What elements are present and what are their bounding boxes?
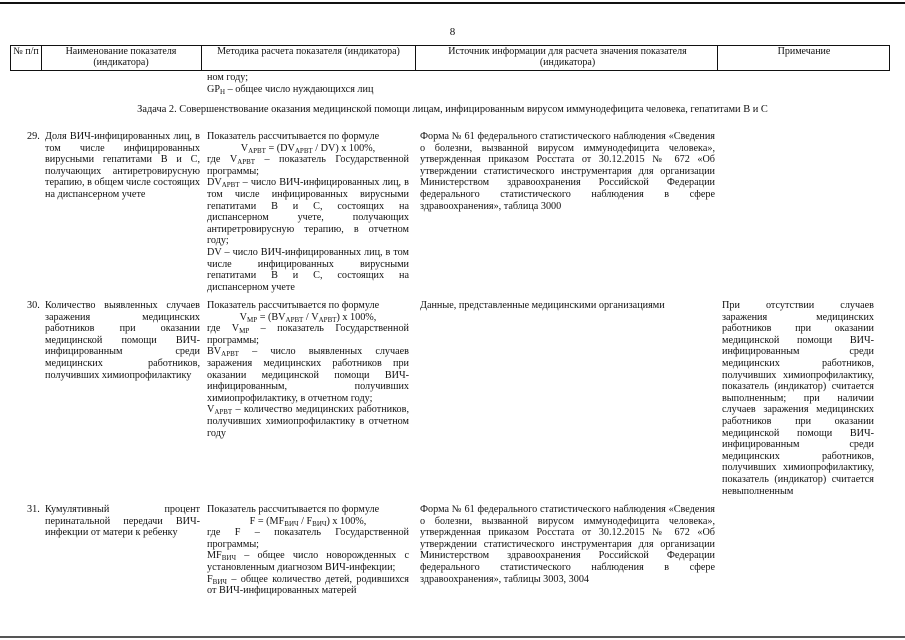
source-text: Данные, представленные медицинскими организациями <box>420 300 665 311</box>
continuation-text <box>207 72 417 95</box>
formula-part: = (MF <box>255 515 285 527</box>
formula-sub: ВИЧ <box>284 519 299 528</box>
formula-part: F <box>249 515 256 527</box>
indicator-name: Кумулятивный процент перинатальной передачи ВИЧ-инфекции от матери к ребенку <box>45 504 200 539</box>
formula-part: = (DV <box>265 142 295 154</box>
formula-sub: ВИЧ <box>312 519 327 528</box>
header-top-rule <box>10 45 890 46</box>
header-col-source: Источник информации для расчета значения показателя (индикатора) <box>448 47 687 68</box>
header-col-method: Методика расчета показателя (индикатора) <box>217 47 400 57</box>
row-number: 29. <box>27 131 40 142</box>
formula-part: ) x 100%, <box>326 515 367 527</box>
method-text <box>207 504 409 597</box>
row-number: 31. <box>27 504 40 515</box>
formula-sub: МР <box>247 315 258 324</box>
continuation-line-2 <box>207 84 417 96</box>
formula-sub: АРВТ <box>248 146 266 155</box>
method-body <box>207 527 409 597</box>
header-col-note: Примечание <box>777 47 831 57</box>
formula-part: / DV) x 100%, <box>312 142 376 154</box>
formula-part: / F <box>298 515 313 527</box>
top-edge-line <box>0 2 905 4</box>
bottom-edge-line <box>0 636 905 638</box>
method-line: $MF_{ВИЧ}$ – общее число новорожденных с установленным диагнозом ВИЧ-инфекции; <box>207 550 409 573</box>
formula-part: V <box>240 142 249 154</box>
formula <box>207 312 409 324</box>
method-line: где F – показатель Государственной программы; <box>207 527 409 550</box>
formula-part: ) x 100%, <box>336 311 377 323</box>
task-title: Задача 2. Совершенствование оказания медицинской помощи лицам, инфицированным вирусом иммунодефицита человека, гепатитами В и С <box>137 104 768 115</box>
header-divider <box>41 45 42 71</box>
method-line: $DV_{АРВТ}$ – число ВИЧ-инфицированных лиц, в том числе инфицированных вирусными гепатитами В и С, состоящих на диспансерном учете, получающих антиретровирусную терапию, в отчетном году; <box>207 177 409 247</box>
continuation-var-sub: Н <box>220 87 226 96</box>
indicator-name: Количество выявленных случаев заражения медицинских работников при оказании медицинской помощи ВИЧ-инфицированным среди медицинских работников, получивших химиопрофилактику <box>45 300 200 381</box>
method-body <box>207 154 409 293</box>
continuation-var: GP <box>207 83 221 95</box>
header-divider <box>717 45 718 71</box>
header-divider <box>415 45 416 71</box>
continuation-desc: – общее число нуждающихся лиц <box>225 83 374 95</box>
continuation-line-1: ном году; <box>207 72 249 83</box>
indicator-name: Доля ВИЧ-инфицированных лиц, в том числе инфицированных вирусными гепатитами В и С, получающих антиретровирусную терапию, в общем числе состоящих на диспансерном учете <box>45 131 200 200</box>
source-text: Форма № 61 федерального статистического наблюдения «Сведения о болезни, вызванной вирусом иммунодефицита человека», утвержденная приказом Росстата от 30.12.2015 № 672 «Об утверждении статистического инструментария для организации Министерством здравоохранения Российской Федерации федерального статистического наблюдения в сфере здравоохранения», таблица 3000 <box>420 131 715 212</box>
formula-part: V <box>239 311 248 323</box>
method-line: где $V_{АРВТ}$ – показатель Государственной программы; <box>207 154 410 177</box>
formula <box>207 516 409 528</box>
formula-part: / V <box>303 311 319 323</box>
method-text <box>207 300 409 439</box>
method-line: DV – число ВИЧ-инфицированных лиц, в том числе инфицированных вирусными гепатитами В и С, состоящих на диспансерном учете <box>207 246 409 293</box>
method-line: $BV_{АРВТ}$ – число выявленных случаев заражения медицинских работников при оказании медицинской помощи ВИЧ-инфицированным, получивших химиопрофилактику, в отчетном году; <box>207 346 409 404</box>
method-text <box>207 131 409 293</box>
method-line: $V_{АРВТ}$ – количество медицинских работников, получивших химиопрофилактику в отчетном году <box>207 404 409 439</box>
row-number: 30. <box>27 300 40 311</box>
method-body <box>207 323 409 439</box>
formula-sub: АРВТ <box>318 315 337 324</box>
formula-part: = (BV <box>257 311 286 323</box>
method-intro: Показатель рассчитывается по формуле <box>207 131 380 142</box>
header-divider <box>889 45 890 71</box>
header-divider <box>10 45 11 71</box>
method-intro: Показатель рассчитывается по формуле <box>207 504 380 515</box>
header-col-num: № п/п <box>13 47 39 57</box>
page-number: 8 <box>449 26 456 38</box>
header-bottom-rule <box>10 70 890 71</box>
source-text: Форма № 61 федерального статистического наблюдения «Сведения о болезни, вызванной вирусом иммунодефицита человека», утвержденная приказом Росстата от 30.12.2015 № 672 «Об утверждении статистического инструментария для организации Министерством здравоохранения Российской Федерации федерального статистического наблюдения в сфере здравоохранения», таблицы 3003, 3004 <box>420 504 715 585</box>
header-divider <box>201 45 202 71</box>
formula-sub: АРВТ <box>294 146 313 155</box>
method-line: $F_{ВИЧ}$ – общее количество детей, родившихся от ВИЧ-инфицированных матерей <box>207 573 409 597</box>
formula-sub: АРВТ <box>285 315 304 324</box>
method-line: где $V_{МР}$ – показатель Государственной программы; <box>207 323 410 346</box>
note-text: При отсутствии случаев заражения медицинских работников при оказании медицинской помощи ВИЧ-инфицированным среди медицинских работников, получивших химиопрофилактику, показатель (индикатор) считается выполненным; при наличии случаев заражения медицинских работников при оказании медицинской помощи ВИЧ-инфицированным среди медицинских работников, получивших химиопрофилактику, показатель (индикатор) считается невыполненным <box>722 300 874 497</box>
header-col-name: Наименование показателя (индикатора) <box>65 47 177 68</box>
formula <box>207 143 409 155</box>
method-intro: Показатель рассчитывается по формуле <box>207 300 380 311</box>
